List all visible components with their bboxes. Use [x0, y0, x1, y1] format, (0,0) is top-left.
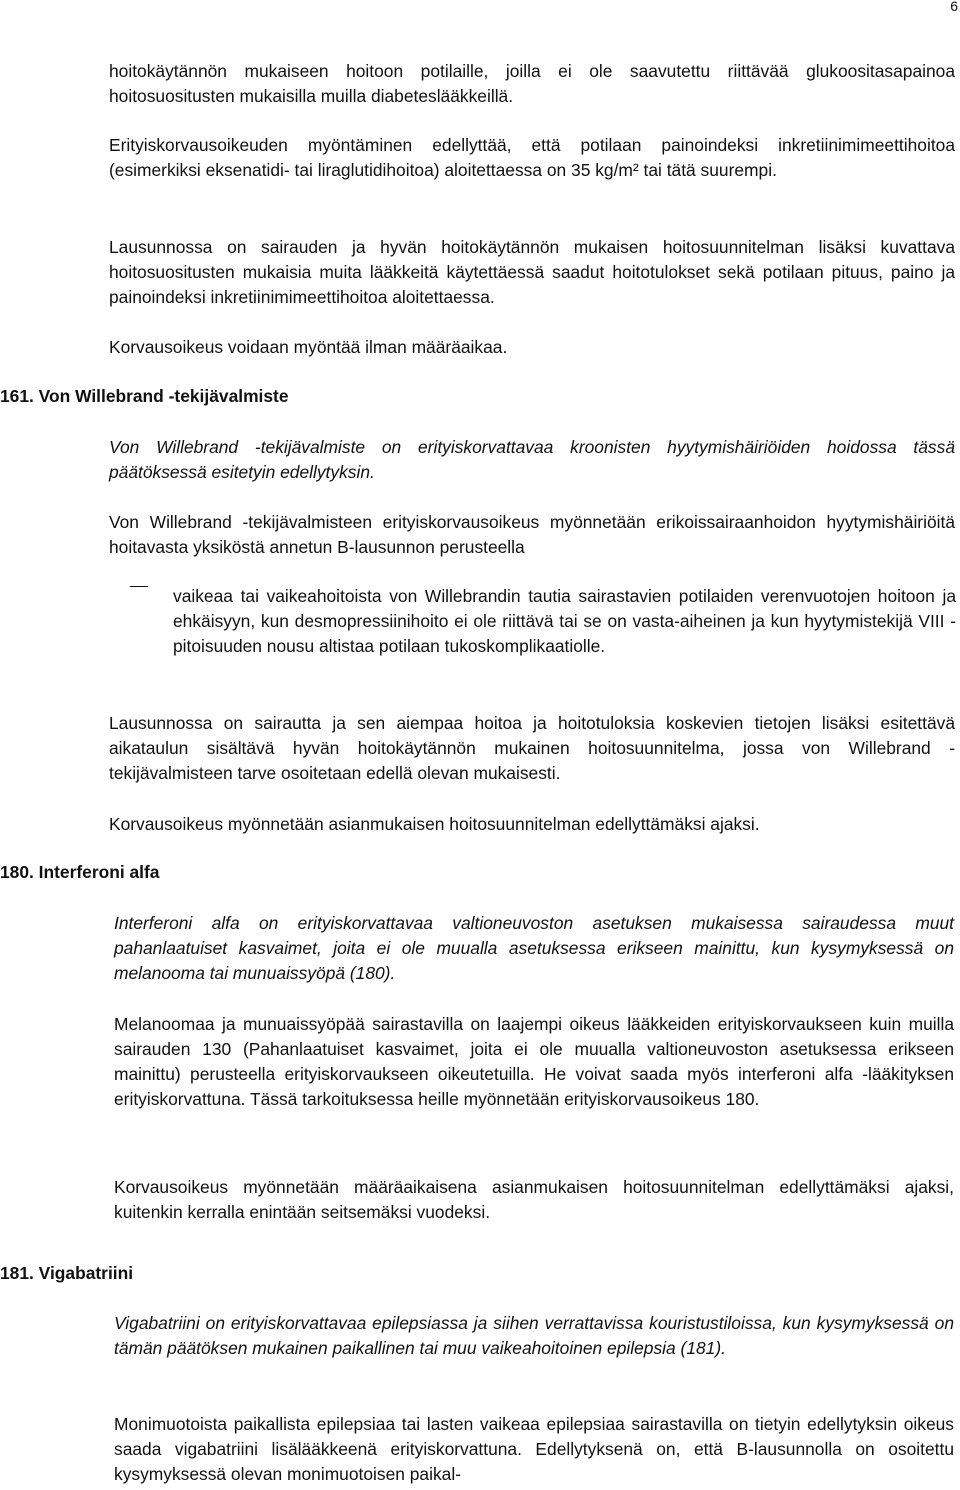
section-180-intro: Interferoni alfa on erityiskorvattavaa valtioneuvoston asetuksen mukaisessa sairaudessa muut pahanlaatuiset kasvaimet, joita ei ole muualla asetuksessa erikseen mainittu, kun kysymyksessä on melanooma tai munuaissyöpä (180). [114, 913, 954, 983]
section-180-paragraph-1: Melanoomaa ja munuaissyöpää sairastavilla on laajempi oikeus lääkkeiden erityiskorvaukseen kuin muilla sairauden 130 (Pahanlaatuiset kasvaimet, joita ei ole muualla valtioneuvoston asetuksessa erikseen mainittu) perusteella erityiskorvaukseen oikeutetuilla. He voivat saada myös interferoni alfa -lääkityksen erityiskorvattuna. Tässä tarkoituksessa heille myönnetään erityiskorvausoikeus 180. [114, 1014, 954, 1109]
section-181-intro: Vigabatriini on erityiskorvattavaa epilepsiassa ja siihen verrattavissa kouristustiloissa, kun kysymyksessä on tämän päätöksen mukainen paikallinen tai muu vaikeahoitoinen epilepsia (181). [114, 1313, 954, 1358]
section-161-paragraph-2: Lausunnossa on sairautta ja sen aiempaa hoitoa ja hoitotuloksia koskevien tietojen lisäksi esitettävä aikataulun sisältävä hyvän hoitokäytännön mukainen hoitosuunnitelma, jossa von Willebrand -tekijävalmisteen tarve osoitetaan edellä olevan mukaisesti. [109, 713, 955, 783]
section-heading-180: 180. Interferoni alfa [0, 862, 160, 882]
section-heading-161: 161. Von Willebrand -tekijävalmiste [0, 386, 289, 406]
section-181-paragraph-1: Monimuotoista paikallista epilepsiaa tai lasten vaikeaa epilepsiaa sairastavilla on tietyin edellytyksin oikeus saada vigabatriini lisälääkkeenä erityiskorvattuna. Edellytyksenä on, että B-lausunnolla on osoitettu kysymyksessä olevan monimuotoisen paikal- [114, 1414, 954, 1484]
paragraph-bmi-requirement: Erityiskorvausoikeuden myöntäminen edellyttää, että potilaan painoindeksi inkretiinimimeettihoitoa (esimerkiksi eksenatidi- tai liraglutidihoitoa) aloitettaessa on 35 kg/m² tai tätä suurempi. [109, 135, 955, 180]
section-heading-181: 181. Vigabatriini [0, 1263, 134, 1283]
section-161-paragraph-1: Von Willebrand -tekijävalmisteen erityiskorvausoikeus myönnetään erikoissairaanhoidon hyytymishäiriöitä hoitavasta yksiköstä annetun B-lausunnon perusteella [109, 512, 955, 557]
paragraph-statement-contents: Lausunnossa on sairauden ja hyvän hoitokäytännön mukaisen hoitosuunnitelman lisäksi kuvattava hoitosuositusten mukaisia muita lääkkeitä käytettäessä saadut hoitotulokset sekä potilaan pituus, paino ja painoindeksi inkretiinimimeettihoitoa aloitettaessa. [109, 237, 955, 307]
section-180-paragraph-2: Korvausoikeus myönnetään määräaikaisena asianmukaisen hoitosuunnitelman edellyttämäksi ajaksi, kuitenkin kerralla enintään seitsemäksi vuodeksi. [114, 1177, 954, 1222]
paragraph-glucose-balance: hoitokäytännön mukaiseen hoitoon potilaille, joilla ei ole saavutettu riittävää glukoositasapainoa hoitosuositusten mukaisilla muilla diabeteslääkkeillä. [109, 61, 955, 106]
bullet-dash [130, 586, 148, 587]
section-161-bullet-item: vaikeaa tai vaikeahoitoista von Willebrandin tautia sairastavien potilaiden verenvuotojen hoitoon ja ehkäisyyn, kun desmopressiinihoito ei ole riittävä tai se on vasta-aiheinen ja kun hyytymistekijä VIII -pitoisuuden nousu altistaa potilaan tukoskomplikaatiolle. [173, 586, 956, 656]
page-number: 6 [950, 0, 958, 14]
paragraph-no-time-limit: Korvausoikeus voidaan myöntää ilman määräaikaa. [109, 337, 508, 357]
section-161-paragraph-3: Korvausoikeus myönnetään asianmukaisen hoitosuunnitelman edellyttämäksi ajaksi. [109, 814, 760, 834]
section-161-intro: Von Willebrand -tekijävalmiste on erityiskorvattavaa kroonisten hyytymishäiriöiden hoidossa tässä päätöksessä esitetyin edellytyksin. [109, 437, 955, 482]
